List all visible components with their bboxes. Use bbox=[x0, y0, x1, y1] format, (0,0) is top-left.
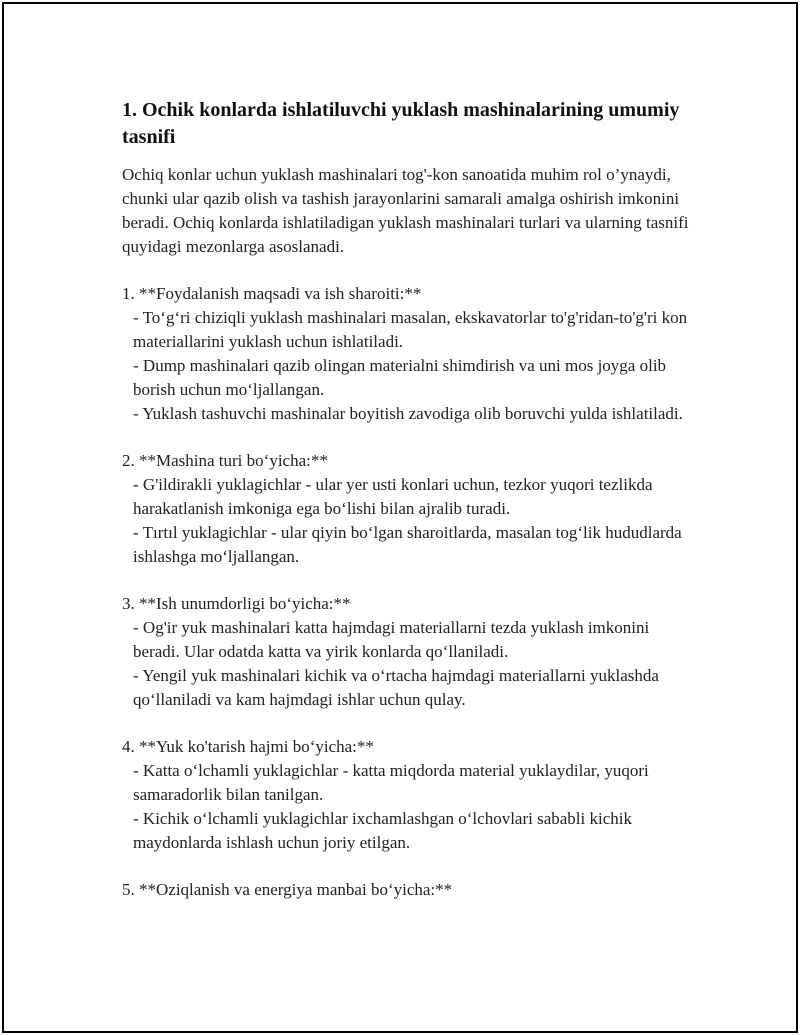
list-item: - Yengil yuk mashinalari kichik va o‘rtacha hajmdagi materiallarni yuklashda qo‘llaniladi va kam hajmdagi ishlar uchun qulay. bbox=[133, 666, 659, 709]
list-item: - Og'ir yuk mashinalari katta hajmdagi materiallarni tezda yuklash imkonini beradi. Ular odatda katta va yirik konlarda qo‘llaniladi. bbox=[133, 618, 650, 661]
list-item: - G'ildirakli yuklagichlar - ular yer usti konlari uchun, tezkor yuqori tezlikda harakatlanish imkoniga ega bo‘lishi bilan ajralib turadi. bbox=[133, 475, 653, 518]
intro-paragraph: Ochiq konlar uchun yuklash mashinalari tog'-kon sanoatida muhim rol o’ynaydi, chunki ular qazib olish va tashish jarayonlarini samarali amalga oshirish imkonini beradi. Ochiq konlarda ishlatiladigan yuklash mashinalari turlari va ularning tasnifi quyidagi mezonlarga asoslanadi. bbox=[122, 165, 689, 256]
section-title: 2. **Mashina turi bo‘yicha:** bbox=[122, 451, 328, 470]
section-load-capacity bbox=[122, 735, 692, 855]
section-title: 5. **Oziqlanish va energiya manbai bo‘yicha:** bbox=[122, 880, 453, 899]
section-title: 4. **Yuk ko'tarish hajmi bo‘yicha:** bbox=[122, 737, 374, 756]
list-item: - Yuklash tashuvchi mashinalar boyitish zavodiga olib boruvchi yulda ishlatiladi. bbox=[133, 404, 683, 423]
list-item: - Dump mashinalari qazib olingan materialni shimdirish va uni mos joyga olib borish uchun mo‘ljallangan. bbox=[133, 356, 667, 399]
list-item: - Katta o‘lchamli yuklagichlar - katta miqdorda material yuklaydilar, yuqori samaradorlik bilan tanilgan. bbox=[133, 761, 649, 804]
list-item: - Kichik o‘lchamli yuklagichlar ixchamlashgan o‘lchovlari sababli kichik maydonlarda ishlash uchun joriy etilgan. bbox=[133, 809, 632, 852]
section-title: 1. **Foydalanish maqsadi va ish sharoiti:** bbox=[122, 284, 422, 303]
document-body bbox=[122, 97, 692, 902]
list-item: - To‘g‘ri chiziqli yuklash mashinalari masalan, ekskavatorlar to'g'ridan-to'g'ri kon materiallarini yuklash uchun ishlatiladi. bbox=[133, 308, 688, 351]
section-title: 3. **Ish unumdorligi bo‘yicha:** bbox=[122, 594, 351, 613]
section-purpose bbox=[122, 282, 692, 426]
section-productivity bbox=[122, 592, 692, 712]
section-power-source bbox=[122, 878, 692, 902]
section-machine-type bbox=[122, 449, 692, 569]
document-heading: 1. Ochik konlarda ishlatiluvchi yuklash mashinalarining umumiy tasnifi bbox=[122, 99, 680, 148]
page-frame bbox=[2, 2, 798, 1033]
list-item: - Tırtıl yuklagichlar - ular qiyin bo‘lgan sharoitlarda, masalan tog‘lik hududlarda ishlashga mo‘ljallangan. bbox=[133, 523, 682, 566]
